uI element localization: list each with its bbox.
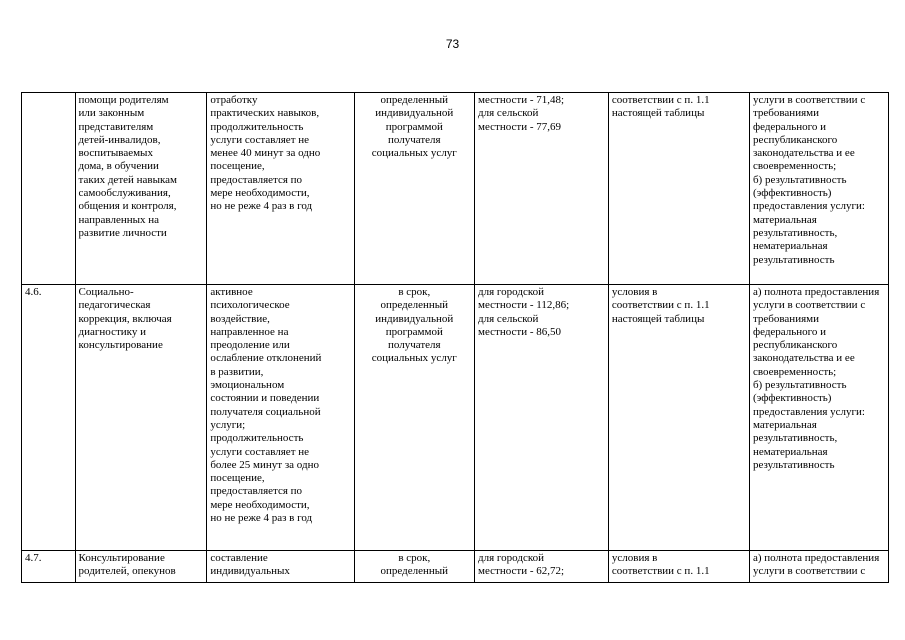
table-row xyxy=(22,93,889,285)
service-price-cell: для городской местности - 62,72; xyxy=(475,551,609,583)
row-number-cell: 4.6. xyxy=(22,285,76,551)
service-quality-cell: услуги в соответствии с требованиями федерального и республиканского законодательства и ее своевременность; б) результативность (эффективность) предоставления услуги: материальная результативность, нематериальная результативность xyxy=(749,93,888,285)
table-row xyxy=(22,285,889,551)
service-name-cell: помощи родителям или законным представителям детей-инвалидов, воспитываемых дома, в обучении таких детей навыкам самообслуживания, общения и контроля, направленных на развитие личности xyxy=(75,93,207,285)
service-price-cell: местности - 71,48; для сельской местности - 77,69 xyxy=(475,93,609,285)
service-description-cell: отработку практических навыков, продолжительность услуги составляет не менее 40 минут за одно посещение, предоставляется по мере необходимости, но не реже 4 раз в год xyxy=(207,93,354,285)
service-name-cell: Социально- педагогическая коррекция, включая диагностику и консультирование xyxy=(75,285,207,551)
service-conditions-cell: условия в соответствии с п. 1.1 xyxy=(608,551,749,583)
service-term-cell: в срок, определенный индивидуальной программой получателя социальных услуг xyxy=(354,285,474,551)
service-term-cell: определенный индивидуальной программой получателя социальных услуг xyxy=(354,93,474,285)
service-quality-cell: а) полнота предоставления услуги в соответствии с xyxy=(749,551,888,583)
service-description-cell: активное психологическое воздействие, направленное на преодоление или ослабление отклонений в развитии, эмоциональном состоянии и поведении получателя социальной услуги; продолжительность услуги составляет не более 25 минут за одно посещение, предоставляется по мере необходимости, но не реже 4 раз в год xyxy=(207,285,354,551)
page-number: 73 xyxy=(445,37,460,51)
services-table xyxy=(21,92,889,583)
service-quality-cell: а) полнота предоставления услуги в соответствии с требованиями федерального и республиканского законодательства и ее своевременность; б) результативность (эффективность) предоставления услуги: материальная результативность, нематериальная результативность xyxy=(749,285,888,551)
table-row xyxy=(22,551,889,583)
service-name-cell: Консультирование родителей, опекунов xyxy=(75,551,207,583)
service-conditions-cell: соответствии с п. 1.1 настоящей таблицы xyxy=(608,93,749,285)
service-price-cell: для городской местности - 112,86; для сельской местности - 86,50 xyxy=(475,285,609,551)
service-term-cell: в срок, определенный xyxy=(354,551,474,583)
row-number-cell: 4.7. xyxy=(22,551,76,583)
service-conditions-cell: условия в соответствии с п. 1.1 настоящей таблицы xyxy=(608,285,749,551)
row-number-cell xyxy=(22,93,76,285)
service-description-cell: составление индивидуальных xyxy=(207,551,354,583)
